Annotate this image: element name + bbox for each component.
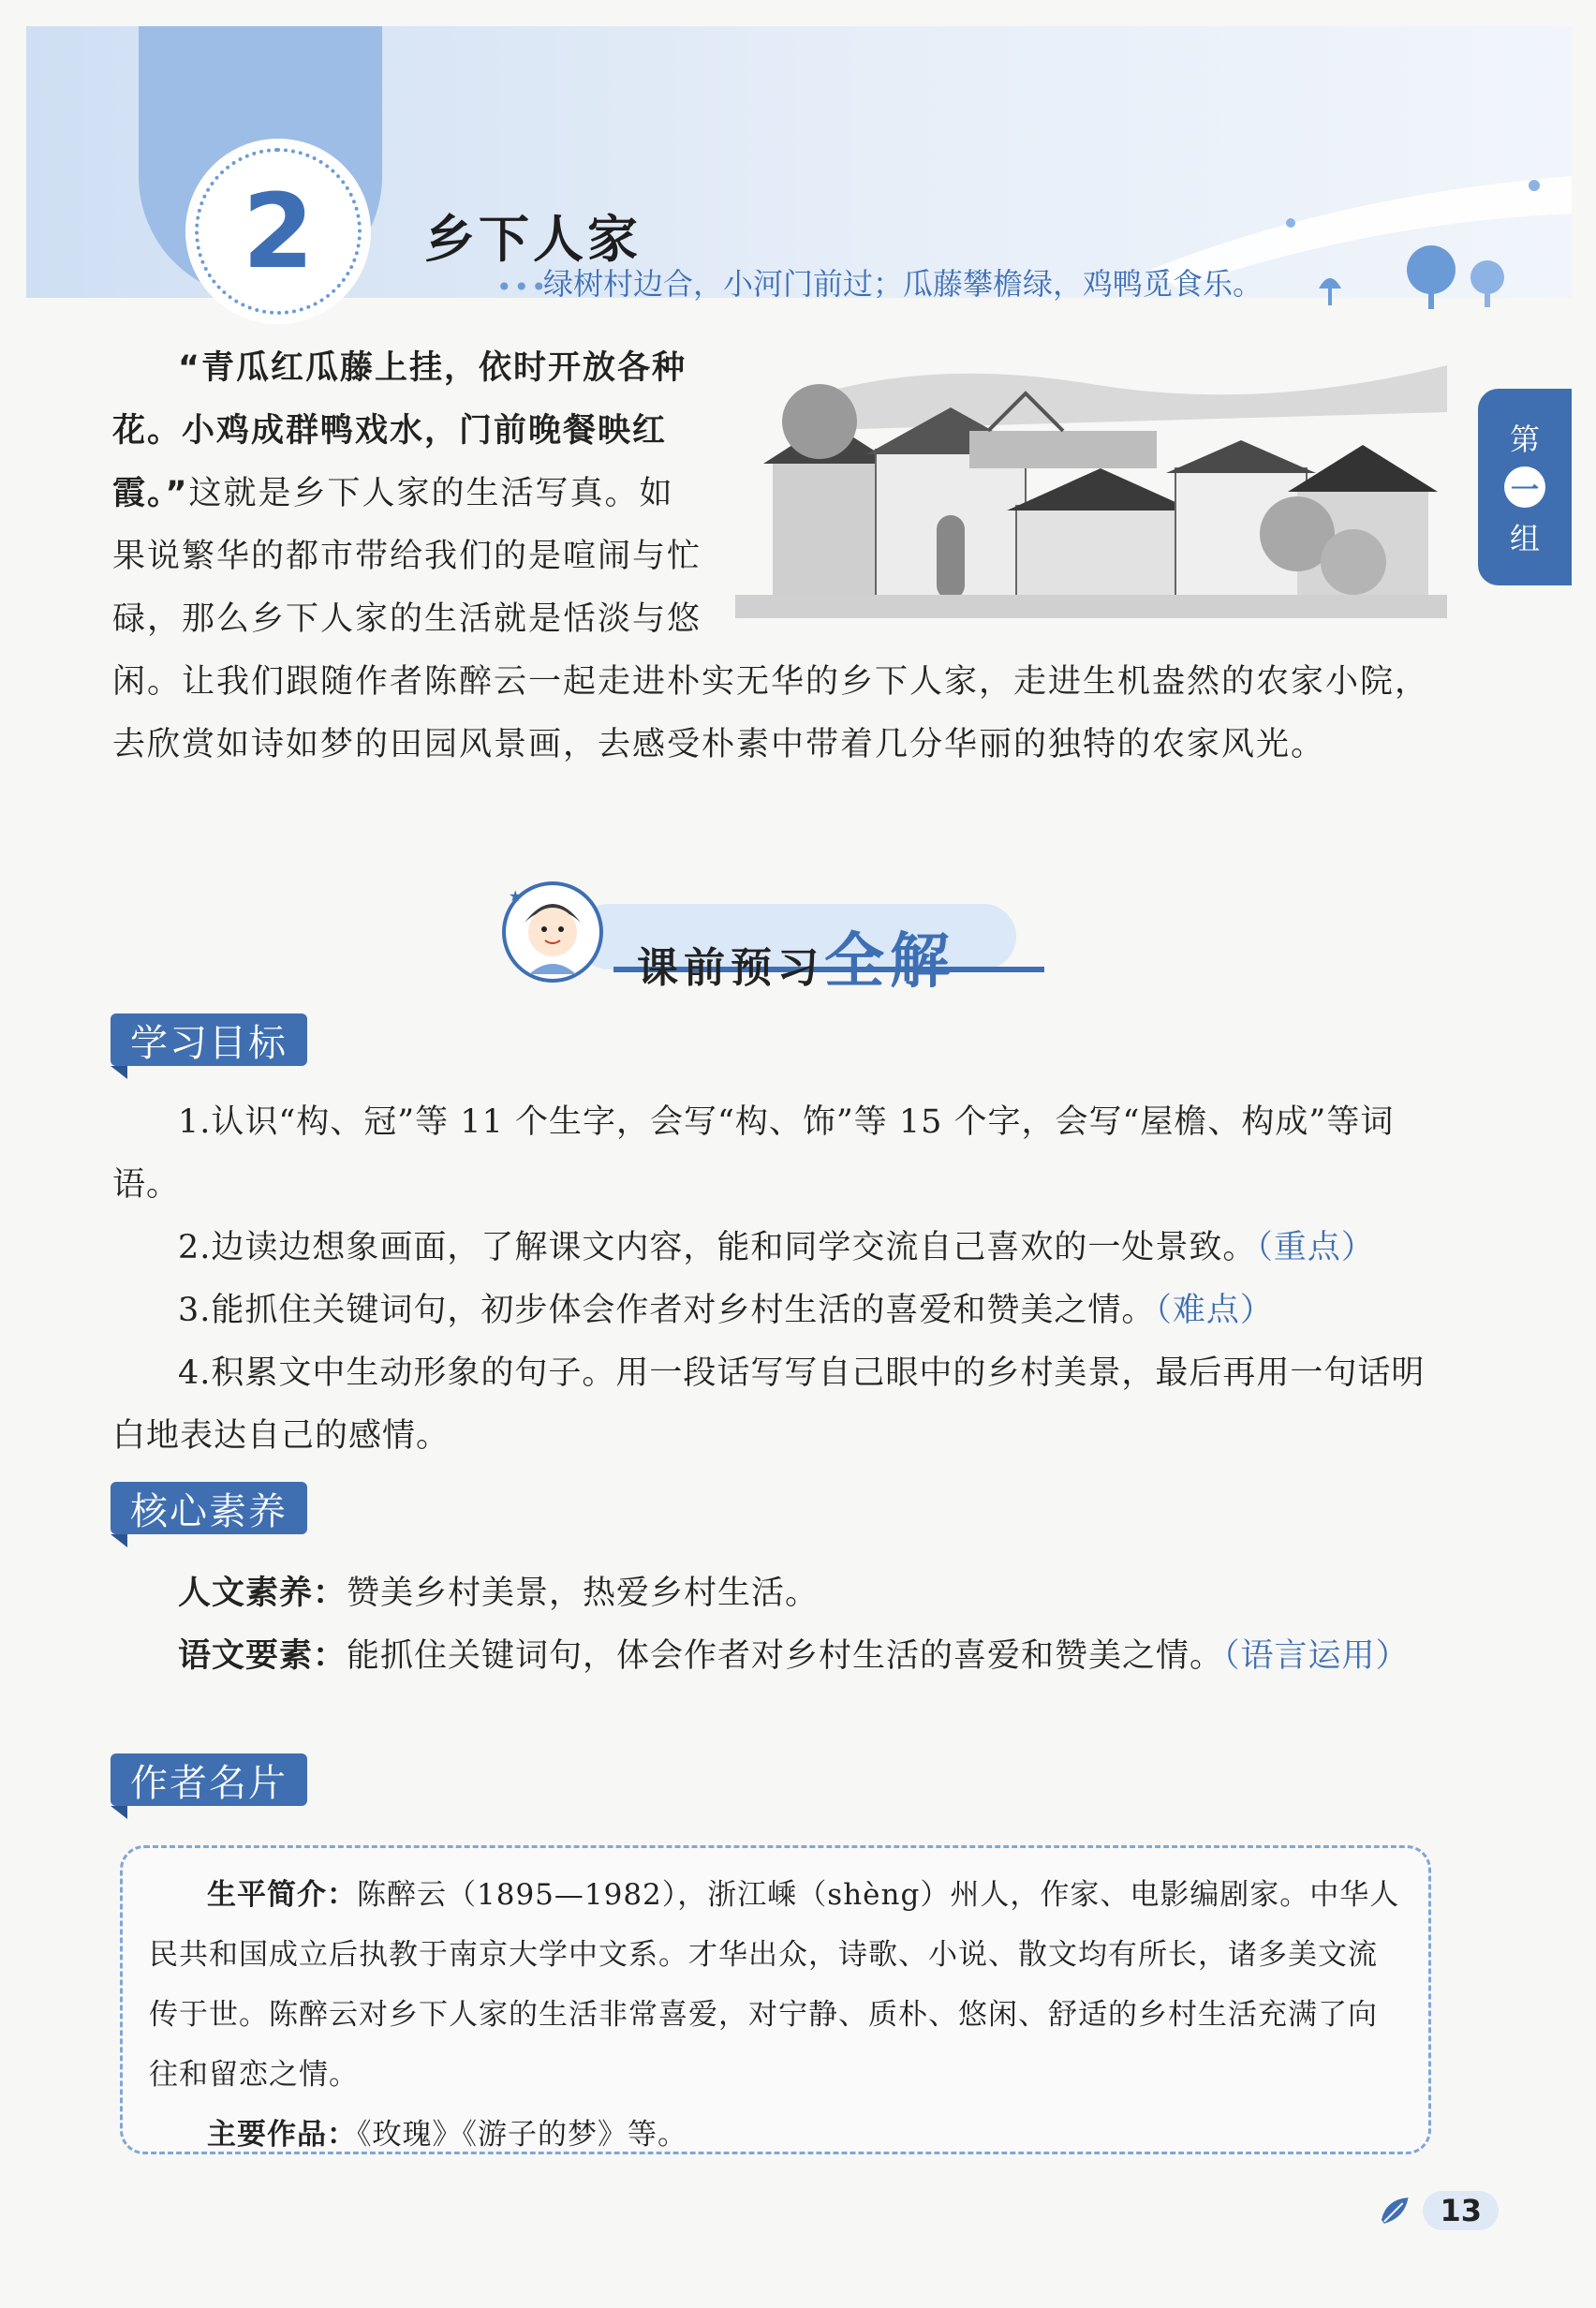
author-bio-text: 陈醉云（1895—1982），浙江嵊（shèng）州人，作家、电影编剧家。中华人民共和国成立后执教于南京大学中文系。才华出众，诗歌、小说、散文均有所长，诸多美文流传于世。陈醉云对乡下人家的生活非常喜爱，对宁静、质朴、悠闲、舒适的乡村生活充满了向往和留恋之情。 <box>149 1878 1400 2092</box>
intro-paragraph-block <box>112 337 1447 777</box>
student-avatar-icon <box>501 880 604 984</box>
side-tab-number: 一 <box>1504 466 1545 508</box>
goals-list <box>112 1091 1447 1468</box>
goal-item <box>112 1342 1447 1468</box>
banner-title-big: 全解 <box>824 927 955 997</box>
page-number-text: 13 <box>1423 2191 1499 2230</box>
lesson-title: 乡下人家 <box>424 210 642 269</box>
village-illustration <box>735 347 1447 618</box>
leaf-icon <box>1377 2192 1413 2229</box>
lesson-header <box>26 26 1572 298</box>
side-tab-top: 第 <box>1509 422 1540 457</box>
author-works <box>149 2105 1402 2165</box>
core-tag: （语言运用） <box>1223 1637 1410 1675</box>
author-works-key: 主要作品： <box>207 2118 357 2152</box>
subtitle-dots: ••• <box>496 272 549 303</box>
goal-text: 2.边读边想象画面，了解课文内容，能和同学交流自己喜欢的一处景致。 <box>178 1229 1257 1266</box>
section-banner <box>492 862 1072 997</box>
lesson-number-badge <box>195 148 362 315</box>
page-number <box>1377 2187 1499 2234</box>
core-item <box>112 1625 1447 1688</box>
goal-item <box>112 1217 1447 1280</box>
goal-item <box>112 1091 1447 1217</box>
core-text: 赞美乡村美景，热爱乡村生活。 <box>347 1575 820 1612</box>
core-text: 能抓住关键词句，体会作者对乡村生活的喜爱和赞美之情。 <box>347 1637 1224 1675</box>
core-item <box>112 1562 1447 1625</box>
banner-title-small: 课前预习 <box>637 944 824 992</box>
lesson-subtitle: 绿树村边合，小河门前过；瓜藤攀檐绿，鸡鸭觅食乐。 <box>543 266 1264 302</box>
banner-title <box>637 913 955 999</box>
core-key: 语文要素： <box>178 1637 347 1675</box>
intro-text: 这就是乡下人家的生活写真。如果说繁华的都市带给我们的是喧闹与忙碌，那么乡下人家的生活就是恬淡与悠闲。让我们跟随作者陈醉云一起走进朴实无华的乡下人家，走进生机盎然的农家小院，去欣赏如诗如梦的田园风景画，去感受朴素中带着几分华丽的独特的农家风光。 <box>112 475 1430 763</box>
side-tab-bottom: 组 <box>1509 521 1540 556</box>
goal-text: 3.能抓住关键词句，初步体会作者对乡村生活的喜爱和赞美之情。 <box>178 1292 1156 1329</box>
goal-tag: （重点） <box>1256 1229 1375 1266</box>
unit-side-tab <box>1478 389 1572 585</box>
lesson-number: 2 <box>242 171 315 291</box>
section-label-author: 作者名片 <box>111 1753 307 1806</box>
author-works-text: 《玫瑰》《游子的梦》等。 <box>357 2118 687 2152</box>
author-bio <box>149 1865 1402 2105</box>
goal-item <box>112 1280 1447 1342</box>
goal-tag: （难点） <box>1155 1292 1274 1329</box>
svg-text:★: ★ <box>509 887 523 905</box>
author-bio-key: 生平简介： <box>207 1878 357 1912</box>
goal-text: 4.积累文中生动形象的句子。用一段话写写自己眼中的乡村美景，最后再用一句话明白地表达自己的感情。 <box>112 1354 1426 1455</box>
intro-quote: “青瓜红瓜藤上挂，依时开放各种花。小鸡成群鸭戏水，门前晚餐映红霞。” <box>112 349 687 512</box>
core-key: 人文素养： <box>178 1575 347 1612</box>
section-label-goals: 学习目标 <box>111 1013 307 1066</box>
goal-text: 1.认识“构、冠”等 11 个生字，会写“构、饰”等 15 个字，会写“屋檐、构成”等词语。 <box>112 1103 1395 1204</box>
core-list <box>112 1562 1447 1688</box>
section-label-core: 核心素养 <box>111 1482 307 1534</box>
author-card <box>120 1845 1431 2154</box>
